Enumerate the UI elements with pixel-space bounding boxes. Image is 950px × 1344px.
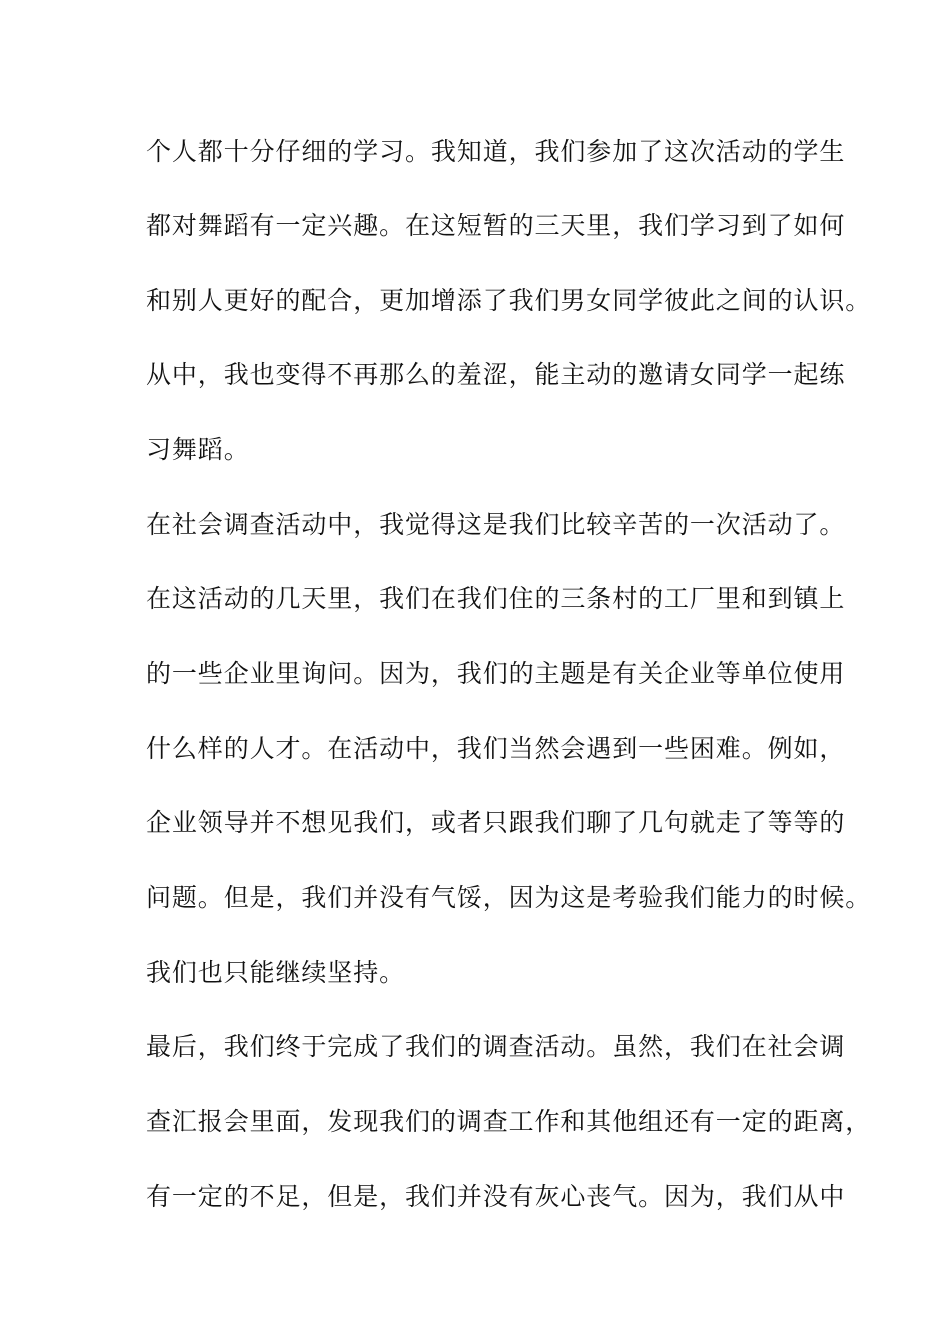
- text-line: 个人都十分仔细的学习。我知道，我们参加了这次活动的学生: [146, 137, 846, 166]
- text-line: 企业领导并不想见我们，或者只跟我们聊了几句就走了等等的: [146, 808, 846, 837]
- text-line: 问题。但是，我们并没有气馁，因为这是考验我们能力的时候。: [146, 883, 872, 912]
- text-line: 查汇报会里面，发现我们的调查工作和其他组还有一定的距离，: [146, 1107, 872, 1136]
- text-line: 的一些企业里询问。因为，我们的主题是有关企业等单位使用: [146, 659, 846, 688]
- text-line: 什么样的人才。在活动中，我们当然会遇到一些困难。例如，: [146, 734, 846, 763]
- text-line: 从中，我也变得不再那么的羞涩，能主动的邀请女同学一起练: [146, 360, 846, 389]
- text-line: 习舞蹈。: [146, 435, 250, 464]
- text-line: 都对舞蹈有一定兴趣。在这短暂的三天里，我们学习到了如何: [146, 211, 846, 240]
- text-line: 在这活动的几天里，我们在我们住的三条村的工厂里和到镇上: [146, 584, 846, 613]
- text-line: 最后，我们终于完成了我们的调查活动。虽然，我们在社会调: [146, 1032, 846, 1061]
- text-line: 有一定的不足，但是，我们并没有灰心丧气。因为，我们从中: [146, 1182, 846, 1211]
- text-line: 和别人更好的配合，更加增添了我们男女同学彼此之间的认识。: [146, 286, 872, 315]
- text-line: 我们也只能继续坚持。: [146, 958, 406, 987]
- text-line: 在社会调查活动中，我觉得这是我们比较辛苦的一次活动了。: [146, 510, 846, 539]
